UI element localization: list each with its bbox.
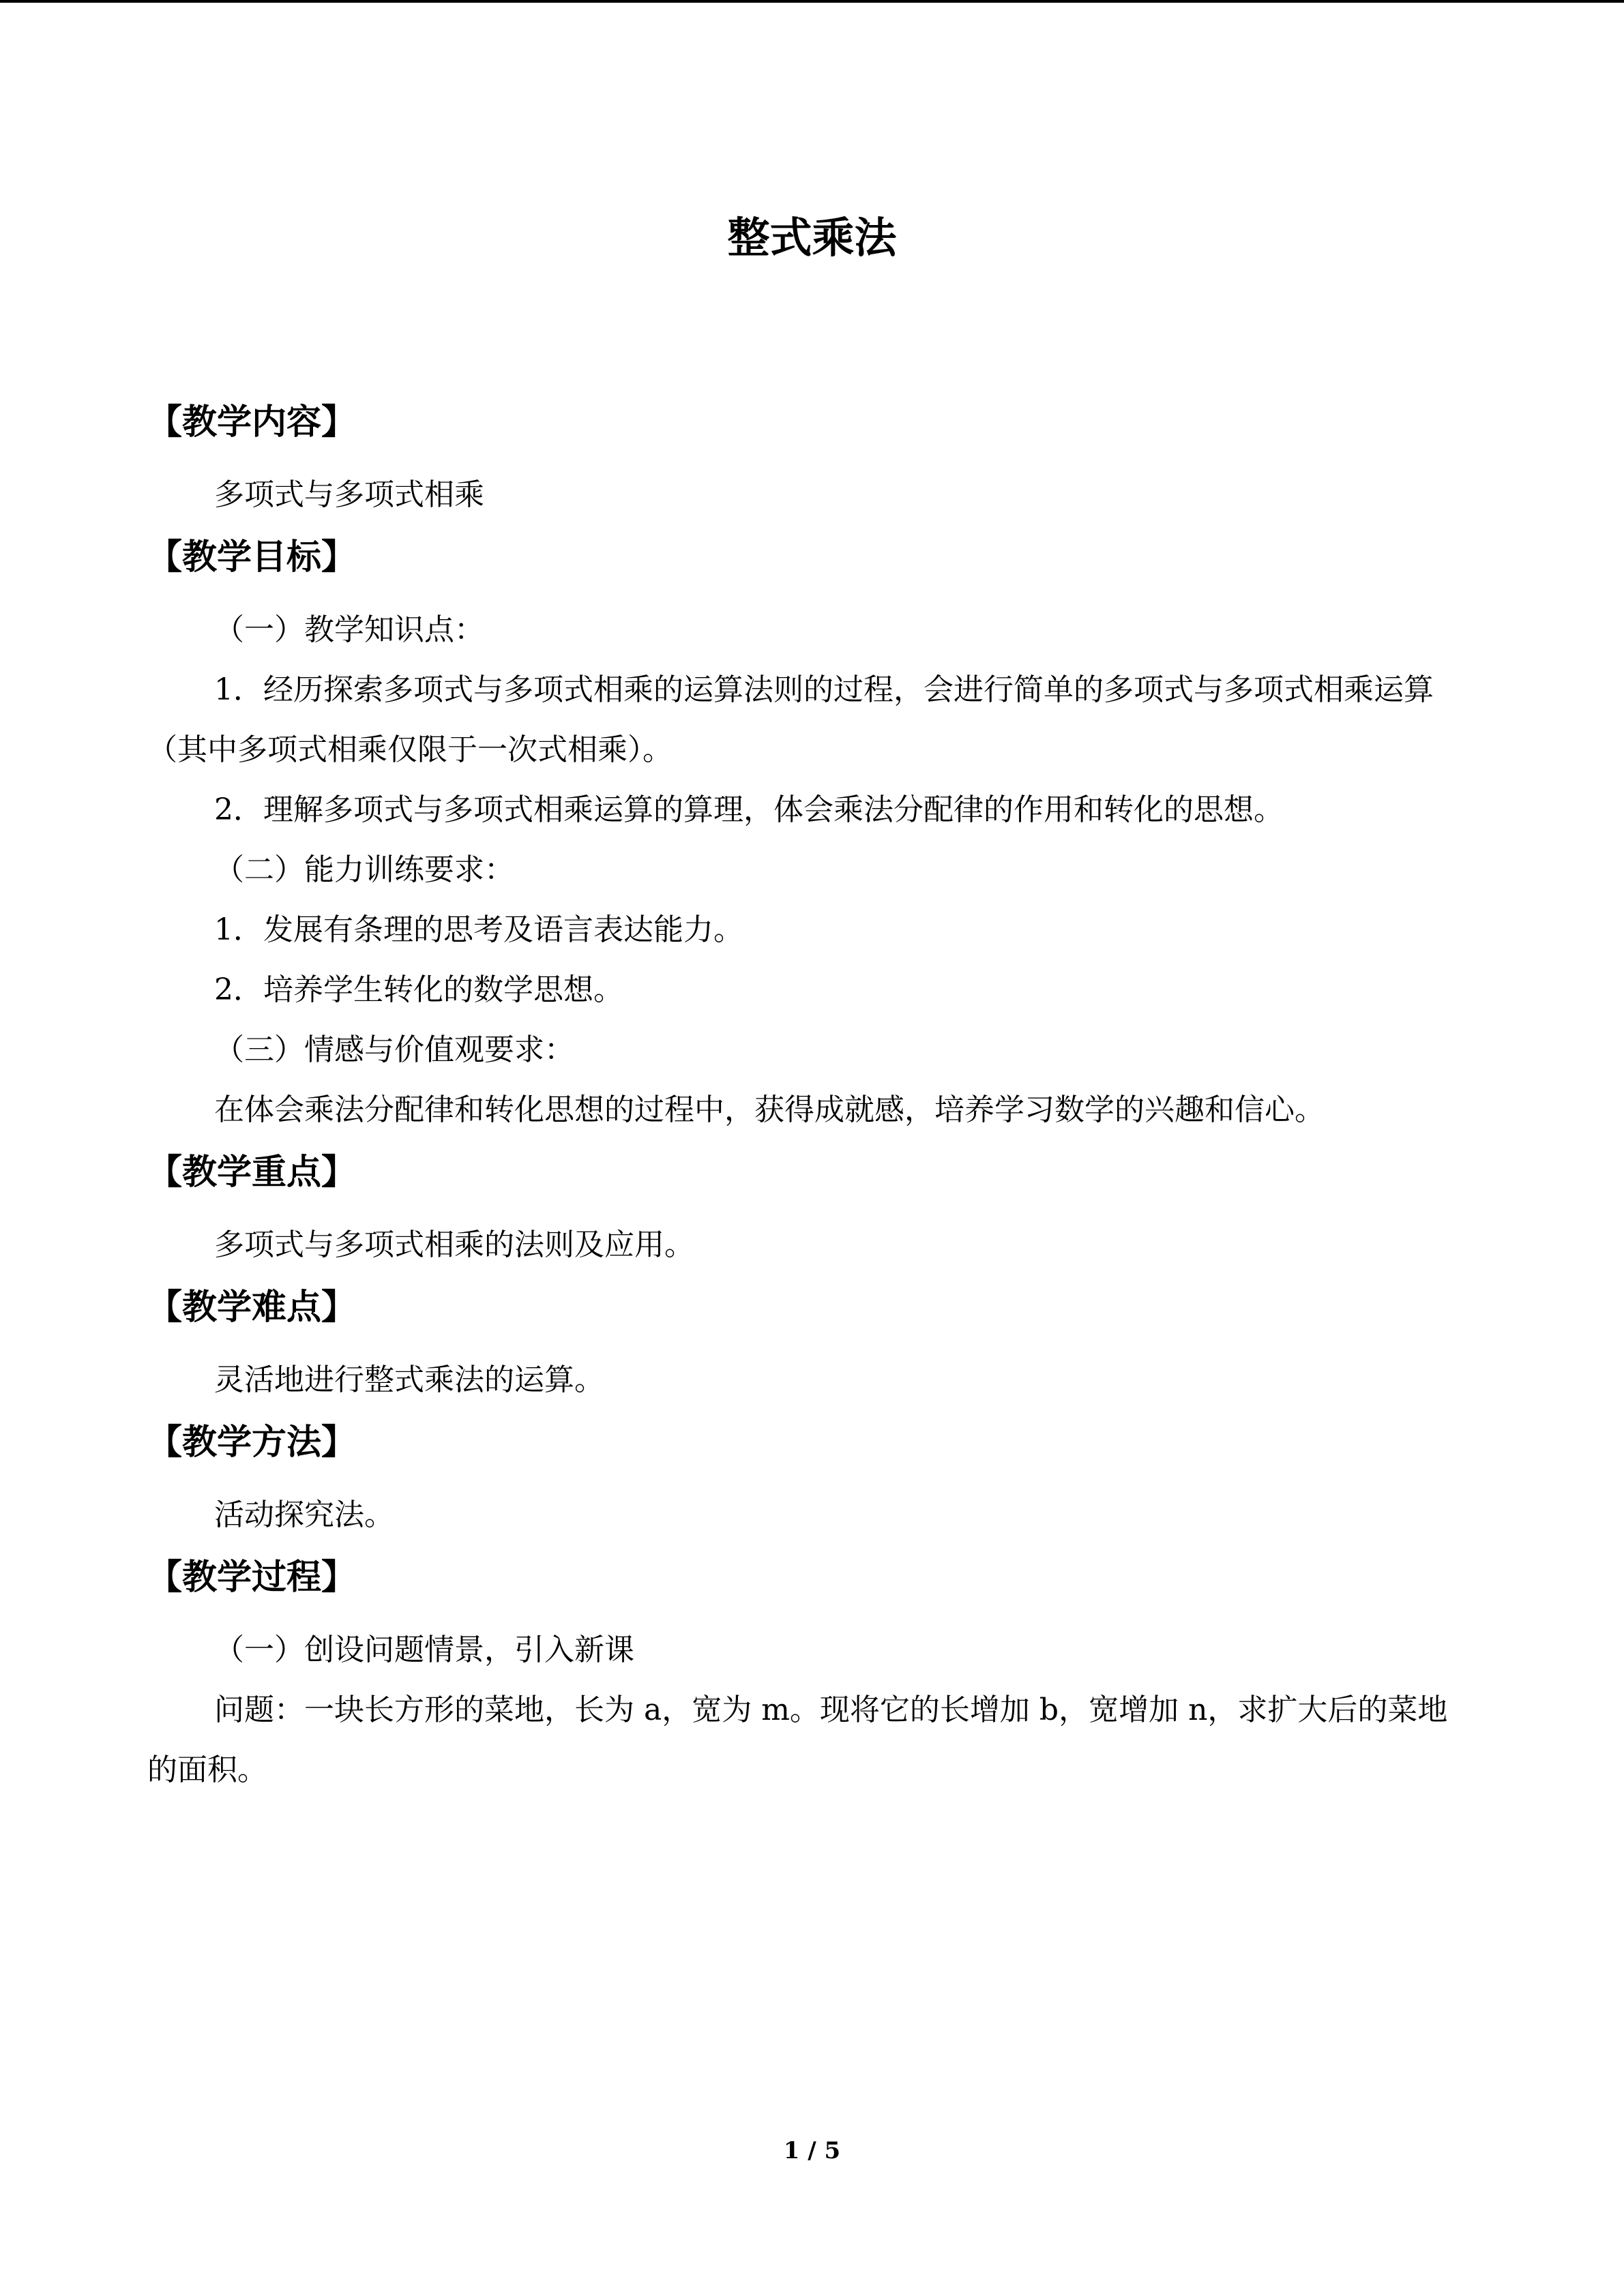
objectives-sub3-text: 在体会乘法分配律和转化思想的过程中，获得成就感，培养学习数学的兴趣和信心。 [214,1092,1325,1127]
section-heading-objectives: 【教学目标】 [147,537,357,578]
difficulties-text: 灵活地进行整式乘法的运算。 [214,1362,604,1397]
process-sub1-title: （一）创设问题情景，引入新课 [214,1632,634,1667]
methods-text: 活动探究法。 [214,1497,394,1532]
section-heading-difficulties: 【教学难点】 [147,1287,357,1328]
section-process [147,1545,1477,1800]
objectives-sub1-title: （一）教学知识点： [214,612,484,647]
objectives-sub2-item2: 2．培养学生转化的数学思想。 [214,972,623,1007]
section-heading-process: 【教学过程】 [147,1557,357,1598]
section-teaching-content [147,390,1477,525]
section-difficulties [147,1275,1477,1410]
section-teaching-objectives [147,525,1477,1140]
objectives-sub3-title: （三）情感与价值观要求： [214,1032,574,1067]
content-text: 多项式与多项式相乘 [214,477,484,512]
section-methods [147,1410,1477,1545]
process-problem: 问题：一块长方形的菜地，长为 a，宽为 m。现将它的长增加 b，宽增加 n，求扩大后的菜地的面积。 [147,1693,1448,1787]
objectives-sub1-item1: 1．经历探索多项式与多项式相乘的运算法则的过程，会进行简单的多项式与多项式相乘运算（其中多项式相乘仅限于一次式相乘）。 [147,672,1434,767]
key-points-text: 多项式与多项式相乘的法则及应用。 [214,1227,694,1262]
objectives-sub1-item2: 2．理解多项式与多项式相乘运算的算理，体会乘法分配律的作用和转化的思想。 [214,792,1284,827]
section-heading-content: 【教学内容】 [147,402,357,443]
document-body [147,390,1477,1800]
objectives-sub2-item1: 1．发展有条理的思考及语言表达能力。 [214,912,743,947]
section-key-points [147,1140,1477,1275]
section-heading-key-points: 【教学重点】 [147,1152,357,1193]
page-number: 1 / 5 [783,2137,841,2164]
objectives-sub2-title: （二）能力训练要求： [214,852,514,887]
section-heading-methods: 【教学方法】 [147,1422,357,1463]
page-title: 整式乘法 [727,213,897,263]
